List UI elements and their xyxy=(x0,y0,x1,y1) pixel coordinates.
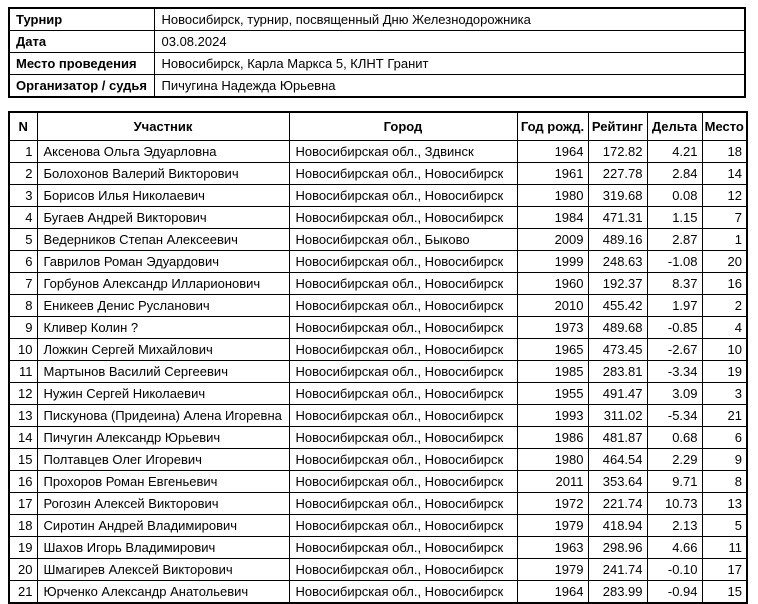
city-cell: Новосибирская обл., Новосибирск xyxy=(289,559,517,581)
birth_year-cell: 2011 xyxy=(517,471,588,493)
n-cell: 8 xyxy=(9,295,37,317)
results-body xyxy=(9,141,747,604)
place-cell: 14 xyxy=(702,163,747,185)
column-header-city: Город xyxy=(289,112,517,141)
delta-cell: -5.34 xyxy=(647,405,702,427)
delta-cell: -2.67 xyxy=(647,339,702,361)
birth_year-cell: 1984 xyxy=(517,207,588,229)
place-cell: 20 xyxy=(702,251,747,273)
birth_year-cell: 1993 xyxy=(517,405,588,427)
rating-cell: 455.42 xyxy=(588,295,647,317)
table-row xyxy=(9,185,747,207)
rating-cell: 298.96 xyxy=(588,537,647,559)
place-cell: 6 xyxy=(702,427,747,449)
rating-cell: 221.74 xyxy=(588,493,647,515)
table-row xyxy=(9,559,747,581)
table-row xyxy=(9,229,747,251)
n-cell: 14 xyxy=(9,427,37,449)
rating-cell: 464.54 xyxy=(588,449,647,471)
city-cell: Новосибирская обл., Новосибирск xyxy=(289,317,517,339)
delta-cell: 1.97 xyxy=(647,295,702,317)
participant-cell: Нужин Сергей Николаевич xyxy=(37,383,289,405)
place-cell: 2 xyxy=(702,295,747,317)
n-cell: 6 xyxy=(9,251,37,273)
rating-cell: 471.31 xyxy=(588,207,647,229)
city-cell: Новосибирская обл., Новосибирск xyxy=(289,537,517,559)
rating-cell: 481.87 xyxy=(588,427,647,449)
city-cell: Новосибирская обл., Новосибирск xyxy=(289,207,517,229)
participant-cell: Ложкин Сергей Михайлович xyxy=(37,339,289,361)
table-row xyxy=(9,383,747,405)
participant-cell: Шмагирев Алексей Викторович xyxy=(37,559,289,581)
birth_year-cell: 2009 xyxy=(517,229,588,251)
n-cell: 2 xyxy=(9,163,37,185)
info-row-tournament xyxy=(9,8,745,31)
city-cell: Новосибирская обл., Новосибирск xyxy=(289,273,517,295)
info-row-date xyxy=(9,31,745,53)
city-cell: Новосибирская обл., Новосибирск xyxy=(289,339,517,361)
column-header-delta: Дельта xyxy=(647,112,702,141)
column-header-birth_year: Год рожд. xyxy=(517,112,588,141)
rating-cell: 418.94 xyxy=(588,515,647,537)
birth_year-cell: 1960 xyxy=(517,273,588,295)
delta-cell: 3.09 xyxy=(647,383,702,405)
place-cell: 17 xyxy=(702,559,747,581)
n-cell: 18 xyxy=(9,515,37,537)
participant-cell: Полтавцев Олег Игоревич xyxy=(37,449,289,471)
birth_year-cell: 1979 xyxy=(517,559,588,581)
participant-cell: Пичугин Александр Юрьевич xyxy=(37,427,289,449)
city-cell: Новосибирская обл., Новосибирск xyxy=(289,581,517,604)
city-cell: Новосибирская обл., Быково xyxy=(289,229,517,251)
delta-cell: 2.87 xyxy=(647,229,702,251)
city-cell: Новосибирская обл., Новосибирск xyxy=(289,295,517,317)
rating-cell: 311.02 xyxy=(588,405,647,427)
table-row xyxy=(9,339,747,361)
participant-cell: Рогозин Алексей Викторович xyxy=(37,493,289,515)
info-row-organizer xyxy=(9,75,745,98)
place-cell: 16 xyxy=(702,273,747,295)
column-header-rating: Рейтинг xyxy=(588,112,647,141)
n-cell: 3 xyxy=(9,185,37,207)
birth_year-cell: 1973 xyxy=(517,317,588,339)
table-row xyxy=(9,427,747,449)
rating-cell: 241.74 xyxy=(588,559,647,581)
delta-cell: 2.29 xyxy=(647,449,702,471)
city-cell: Новосибирская обл., Новосибирск xyxy=(289,361,517,383)
participant-cell: Горбунов Александр Илларионович xyxy=(37,273,289,295)
city-cell: Новосибирская обл., Новосибирск xyxy=(289,493,517,515)
rating-cell: 473.45 xyxy=(588,339,647,361)
table-row xyxy=(9,251,747,273)
table-row xyxy=(9,141,747,163)
delta-cell: -1.08 xyxy=(647,251,702,273)
place-cell: 19 xyxy=(702,361,747,383)
birth_year-cell: 1961 xyxy=(517,163,588,185)
participant-cell: Пискунова (Придеина) Алена Игоревна xyxy=(37,405,289,427)
participant-cell: Аксенова Ольга Эдуарловна xyxy=(37,141,289,163)
n-cell: 13 xyxy=(9,405,37,427)
table-row xyxy=(9,295,747,317)
birth_year-cell: 1985 xyxy=(517,361,588,383)
n-cell: 19 xyxy=(9,537,37,559)
n-cell: 15 xyxy=(9,449,37,471)
n-cell: 11 xyxy=(9,361,37,383)
organizer-label: Организатор / судья xyxy=(9,75,154,98)
table-row xyxy=(9,471,747,493)
city-cell: Новосибирская обл., Новосибирск xyxy=(289,471,517,493)
birth_year-cell: 1963 xyxy=(517,537,588,559)
n-cell: 20 xyxy=(9,559,37,581)
date-label: Дата xyxy=(9,31,154,53)
delta-cell: 8.37 xyxy=(647,273,702,295)
birth_year-cell: 1964 xyxy=(517,581,588,604)
delta-cell: 4.66 xyxy=(647,537,702,559)
participant-cell: Мартынов Василий Сергеевич xyxy=(37,361,289,383)
participant-cell: Борисов Илья Николаевич xyxy=(37,185,289,207)
table-row xyxy=(9,207,747,229)
date-value: 03.08.2024 xyxy=(154,31,745,53)
place-cell: 11 xyxy=(702,537,747,559)
delta-cell: 10.73 xyxy=(647,493,702,515)
tournament-info-table xyxy=(8,7,746,98)
n-cell: 10 xyxy=(9,339,37,361)
results-header-row xyxy=(9,112,747,141)
place-cell: 4 xyxy=(702,317,747,339)
rating-cell: 283.81 xyxy=(588,361,647,383)
birth_year-cell: 1999 xyxy=(517,251,588,273)
birth_year-cell: 1955 xyxy=(517,383,588,405)
results-table xyxy=(8,111,748,604)
place-cell: 18 xyxy=(702,141,747,163)
participant-cell: Прохоров Роман Евгеньевич xyxy=(37,471,289,493)
birth_year-cell: 1979 xyxy=(517,515,588,537)
delta-cell: -0.10 xyxy=(647,559,702,581)
n-cell: 7 xyxy=(9,273,37,295)
place-cell: 7 xyxy=(702,207,747,229)
birth_year-cell: 1980 xyxy=(517,449,588,471)
city-cell: Новосибирская обл., Новосибирск xyxy=(289,251,517,273)
place-cell: 5 xyxy=(702,515,747,537)
place-cell: 12 xyxy=(702,185,747,207)
n-cell: 9 xyxy=(9,317,37,339)
n-cell: 1 xyxy=(9,141,37,163)
birth_year-cell: 1965 xyxy=(517,339,588,361)
participant-cell: Кливер Колин ? xyxy=(37,317,289,339)
participant-cell: Юрченко Александр Анатольевич xyxy=(37,581,289,604)
column-header-place: Место xyxy=(702,112,747,141)
place-cell: 10 xyxy=(702,339,747,361)
venue-value: Новосибирск, Карла Маркса 5, КЛНТ Гранит xyxy=(154,53,745,75)
n-cell: 17 xyxy=(9,493,37,515)
table-row xyxy=(9,493,747,515)
place-cell: 1 xyxy=(702,229,747,251)
organizer-value: Пичугина Надежда Юрьевна xyxy=(154,75,745,98)
delta-cell: 0.68 xyxy=(647,427,702,449)
tournament-label: Турнир xyxy=(9,8,154,31)
place-cell: 8 xyxy=(702,471,747,493)
table-row xyxy=(9,361,747,383)
column-header-participant: Участник xyxy=(37,112,289,141)
table-row xyxy=(9,317,747,339)
place-cell: 9 xyxy=(702,449,747,471)
rating-cell: 353.64 xyxy=(588,471,647,493)
table-row xyxy=(9,449,747,471)
participant-cell: Шахов Игорь Владимирович xyxy=(37,537,289,559)
delta-cell: 4.21 xyxy=(647,141,702,163)
city-cell: Новосибирская обл., Новосибирск xyxy=(289,405,517,427)
table-row xyxy=(9,581,747,604)
delta-cell: 2.13 xyxy=(647,515,702,537)
n-cell: 16 xyxy=(9,471,37,493)
table-row xyxy=(9,515,747,537)
city-cell: Новосибирская обл., Новосибирск xyxy=(289,515,517,537)
delta-cell: -0.94 xyxy=(647,581,702,604)
participant-cell: Ведерников Степан Алексеевич xyxy=(37,229,289,251)
delta-cell: 1.15 xyxy=(647,207,702,229)
delta-cell: -0.85 xyxy=(647,317,702,339)
city-cell: Новосибирская обл., Новосибирск xyxy=(289,383,517,405)
n-cell: 12 xyxy=(9,383,37,405)
rating-cell: 192.37 xyxy=(588,273,647,295)
place-cell: 15 xyxy=(702,581,747,604)
birth_year-cell: 1980 xyxy=(517,185,588,207)
city-cell: Новосибирская обл., Новосибирск xyxy=(289,185,517,207)
n-cell: 4 xyxy=(9,207,37,229)
birth_year-cell: 1972 xyxy=(517,493,588,515)
rating-cell: 319.68 xyxy=(588,185,647,207)
city-cell: Новосибирская обл., Здвинск xyxy=(289,141,517,163)
rating-cell: 283.99 xyxy=(588,581,647,604)
rating-cell: 491.47 xyxy=(588,383,647,405)
rating-cell: 248.63 xyxy=(588,251,647,273)
rating-cell: 227.78 xyxy=(588,163,647,185)
table-row xyxy=(9,273,747,295)
rating-cell: 489.16 xyxy=(588,229,647,251)
participant-cell: Сиротин Андрей Владимирович xyxy=(37,515,289,537)
participant-cell: Болохонов Валерий Викторович xyxy=(37,163,289,185)
table-row xyxy=(9,163,747,185)
birth_year-cell: 1964 xyxy=(517,141,588,163)
delta-cell: 2.84 xyxy=(647,163,702,185)
venue-label: Место проведения xyxy=(9,53,154,75)
delta-cell: 0.08 xyxy=(647,185,702,207)
table-row xyxy=(9,537,747,559)
place-cell: 3 xyxy=(702,383,747,405)
n-cell: 21 xyxy=(9,581,37,604)
participant-cell: Гаврилов Роман Эдуардович xyxy=(37,251,289,273)
info-row-venue xyxy=(9,53,745,75)
place-cell: 21 xyxy=(702,405,747,427)
city-cell: Новосибирская обл., Новосибирск xyxy=(289,163,517,185)
table-row xyxy=(9,405,747,427)
birth_year-cell: 1986 xyxy=(517,427,588,449)
column-header-n: N xyxy=(9,112,37,141)
n-cell: 5 xyxy=(9,229,37,251)
rating-cell: 489.68 xyxy=(588,317,647,339)
participant-cell: Еникеев Денис Русланович xyxy=(37,295,289,317)
rating-cell: 172.82 xyxy=(588,141,647,163)
tournament-value: Новосибирск, турнир, посвященный Дню Железнодорожника xyxy=(154,8,745,31)
city-cell: Новосибирская обл., Новосибирск xyxy=(289,449,517,471)
delta-cell: -3.34 xyxy=(647,361,702,383)
delta-cell: 9.71 xyxy=(647,471,702,493)
birth_year-cell: 2010 xyxy=(517,295,588,317)
city-cell: Новосибирская обл., Новосибирск xyxy=(289,427,517,449)
participant-cell: Бугаев Андрей Викторович xyxy=(37,207,289,229)
place-cell: 13 xyxy=(702,493,747,515)
